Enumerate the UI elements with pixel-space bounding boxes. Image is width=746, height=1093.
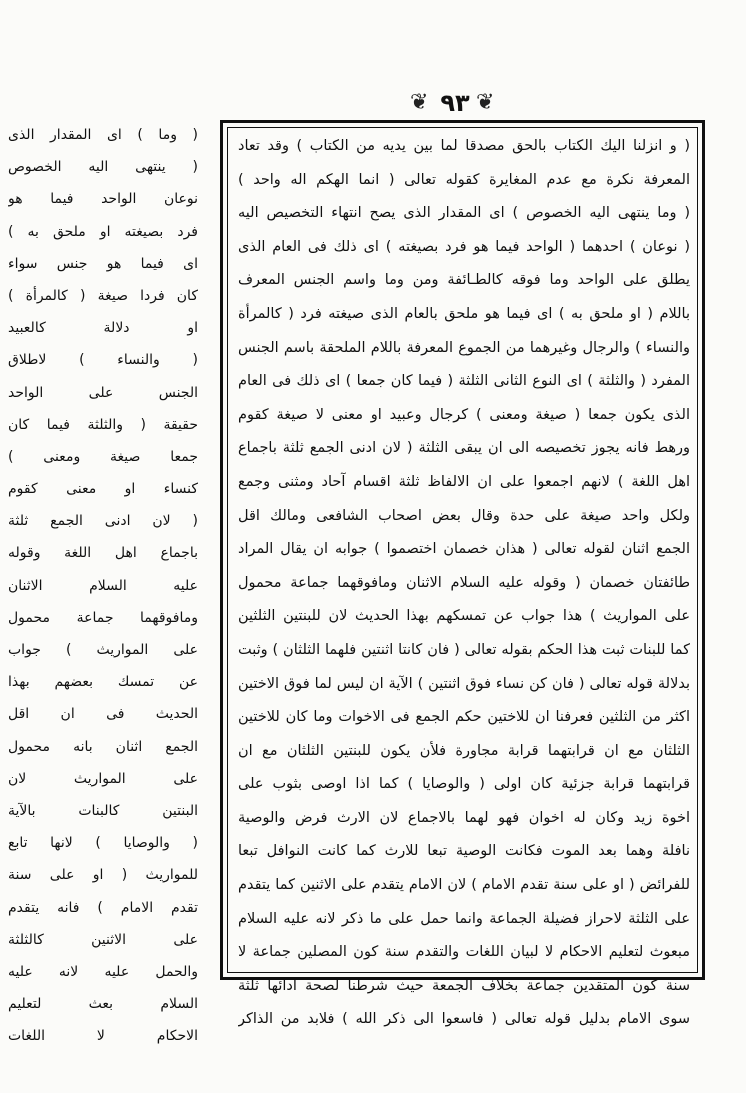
- main-text-line: اكثر من الثلثين فعرفنا ان للاختين حكم الجمع فى الاخوات وما كان للاختين: [238, 709, 690, 726]
- margin-text-line: الجنس على الواحد: [8, 384, 198, 401]
- main-text-line: مبعوث لتعليم الاحكام لا لبيان اللغات والتقدم سنة كون المصلين جماعة لا: [238, 944, 690, 961]
- margin-text-line: ( والنساء ) لاطلاق: [8, 352, 198, 369]
- page-number: ٩٣: [440, 89, 470, 117]
- main-text-line: على الثلثة لاحراز فضيلة الجماعة وانما حمل على ما ذكر لانه عليه السلام: [238, 910, 690, 927]
- margin-text-line: اى فيما هو جنس سواء: [8, 255, 198, 272]
- main-text-line: كما للبنات ثبت هذا الحكم بقوله تعالى ( فان كانتا اثنتين فلهما الثلثان ) وثبت: [238, 641, 690, 658]
- margin-text-line: البنتين كالبنات بالآية: [8, 802, 198, 819]
- margin-text-line: كنساء او معنى كقوم: [8, 481, 198, 498]
- main-text-line: يطلق على الواحد وما فوقه كالطـائفة ومن وما واسم الجنس المعرف: [238, 272, 690, 289]
- main-text-line: المفرد ( والثلثة ) اى النوع الثانى الثلثة ( فيما كان جمعا ) اى ذلك فى العام: [238, 373, 690, 390]
- margin-text-line: ( ينتهى اليه الخصوص: [8, 159, 198, 176]
- margin-text-line: الحديث فى ان اقل: [8, 706, 198, 723]
- margin-text-line: ( وما ) اى المقدار الذى: [8, 127, 198, 143]
- main-text-line: ( وما ينتهى اليه الخصوص ) اى المقدار الذى يصح انتهاء التخصيص اليه: [238, 205, 690, 222]
- main-text-line: الثلثان مع ان قرابتهما قرابة مجاورة فلأن يكون للبنتين الثلثان مع ان: [238, 742, 690, 759]
- margin-text-line: فرد بصيغته او ملحق به ): [8, 223, 198, 240]
- main-text-line: ( و انزلنا اليك الكتاب بالحق مصدقا لما بين يديه من الكتاب ) وقد تعاد: [238, 138, 690, 154]
- main-text-line: الجمع اثنان لقوله تعالى ( هذان خصمان اختصموا ) جوابه ان يقال المراد: [238, 541, 690, 558]
- main-text-line: سنة كون المتقدين جماعة بخلاف الجمعة حيث شرطنا لصحة ادائها ثلثة: [238, 977, 690, 994]
- main-text-line: بدلالة قوله تعالى ( فان كن نساء فوق اثنتين ) الآية ان ليس لما فوق الاختين: [238, 675, 690, 692]
- margin-text-line: للمواريث ( او على سنة: [8, 867, 198, 884]
- margin-text-line: حقيقة ( والثلثة فيما كان: [8, 416, 198, 433]
- ornament-left-icon: ❦: [410, 90, 429, 115]
- main-text-line: المعرفة نكرة مع عدم المغايرة كقوله تعالى ( انما الهكم اله واحد ): [238, 171, 690, 188]
- main-text-line: باللام ( او ملحق به ) اى فيما هو ملحق بالعام الذى صيغته فرد ( كالمرأة: [238, 305, 690, 322]
- main-text-line: ورهط فانه يجوز تخصيصه الى ان يبقى الثلثة ( لان ادنى الجمع ثلثة باجماع: [238, 440, 690, 457]
- page-header: [390, 88, 520, 122]
- margin-text-line: او دلالة كالعبيد: [8, 320, 198, 337]
- main-text-line: ( نوعان ) احدهما ( الواحد فيما هو فرد بصيغته ) اى ذلك فى العام الذى: [238, 238, 690, 255]
- margin-text-line: ( لان ادنى الجمع ثلثة: [8, 513, 198, 530]
- margin-text-line: السلام بعث لتعليم: [8, 996, 198, 1013]
- main-text-line: للفرائض ( او على سنة تقدم الامام ) لان الامام يتقدم على الاثنين كما يتقدم: [238, 877, 690, 894]
- margin-text-line: باجماع اهل اللغة وقوله: [8, 545, 198, 562]
- margin-text-line: ومافوقهما جماعة محمول: [8, 609, 198, 626]
- margin-text-line: جمعا صيغة ومعنى ): [8, 448, 198, 465]
- main-text-column: [238, 130, 690, 1037]
- margin-text-line: الاحكام لا اللغات: [8, 1028, 198, 1045]
- main-text-line: الذى يكون جمعا ( صيغة ومعنى ) كرجال وعبيد او معنى لا صيغة كقوم: [238, 406, 690, 423]
- margin-text-line: كان فردا صيغة ( كالمرأة ): [8, 287, 198, 304]
- main-text-line: والنساء ) والرجال وغيرهما من الجموع المعرفة باللام الملحقة باسم الجنس: [238, 339, 690, 356]
- main-text-line: اخوة زيد وكان له اخوان فهو لهما بالاجماع لان الارث فرض والوصية: [238, 809, 690, 826]
- main-text-line: نافلة وهما بعد الموت فكانت الوصية تبعا للارث كما كانت النوافل تبعا: [238, 843, 690, 860]
- margin-text-line: تقدم الامام ) فانه يتقدم: [8, 899, 198, 916]
- margin-text-line: ( والوصايا ) لانها تابع: [8, 835, 198, 852]
- margin-text-line: على المواريث ) جواب: [8, 642, 198, 658]
- main-text-line: ولكل واحد صيغة على حدة وقال بعض اصحاب الشافعى ومالك اقل: [238, 507, 690, 524]
- main-text-line: قرابتهما قرابة جزئية كان اولى ( والوصايا ) كما اذا اوصى بثوب على: [238, 776, 690, 793]
- ornament-right-icon: ❦: [476, 90, 495, 115]
- margin-text-line: عن تمسك بعضهم بهذا: [8, 674, 198, 691]
- margin-text-line: عليه السلام الاثنان: [8, 577, 198, 594]
- main-text-line: على المواريث ) هذا جواب عن تمسكهم بهذا الحديث لان للبنتين الثلثين: [238, 608, 690, 625]
- margin-text-line: على الاثنين كالثلثة: [8, 931, 198, 948]
- main-text-line: طائفتان خصمان ( وقوله عليه السلام الاثنان ومافوقهما جماعة محمول: [238, 574, 690, 591]
- margin-text-line: الجمع اثنان بانه محمول: [8, 738, 198, 755]
- margin-text-line: على المواريث لان: [8, 770, 198, 787]
- margin-text-line: نوعان الواحد فيما هو: [8, 191, 198, 208]
- main-text-line: سوى الامام بدليل قوله تعالى ( فاسعوا الى ذكر الله ) فلابد من الذاكر: [238, 1011, 690, 1028]
- main-text-line: اهل اللغة ) لانهم اجمعوا على ان الالفاظ ثلثة اقسام آحاد ومثنى وجمع: [238, 473, 690, 490]
- marginal-commentary-column: [8, 119, 198, 1052]
- margin-text-line: والحمل عليه لانه عليه: [8, 963, 198, 980]
